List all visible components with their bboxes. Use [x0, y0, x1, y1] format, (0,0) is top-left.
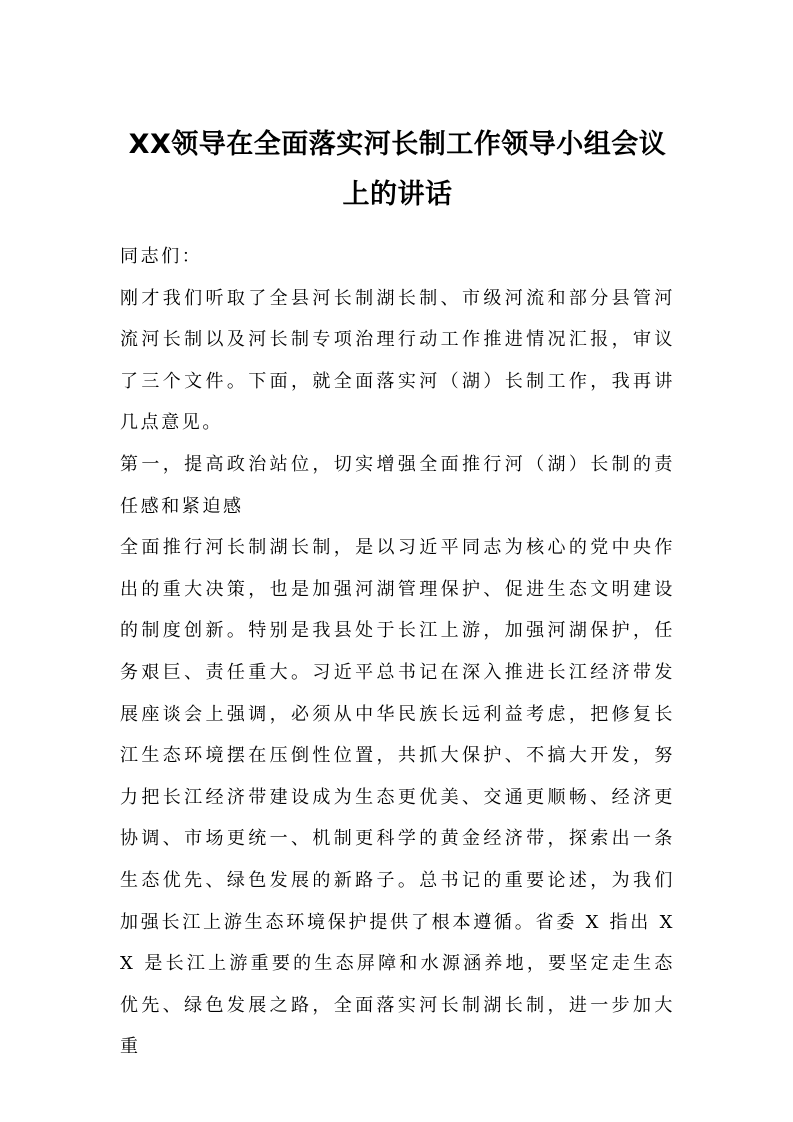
- body-paragraph: 全面推行河长制湖长制，是以习近平同志为核心的党中央作出的重大决策，也是加强河湖管理保护、促进生态文明建设的制度创新。特别是我县处于长江上游，加强河湖保护，任务艰巨、责任重大。习近平总书记在深入推进长江经济带发展座谈会上强调，必须从中华民族长远利益考虑，把修复长江生态环境摆在压倒性位置，共抓大保护、不搞大开发，努力把长江经济带建设成为生态更优美、交通更顺畅、经济更协调、市场更统一、机制更科学的黄金经济带，探索出一条生态优先、绿色发展的新路子。总书记的重要论述，为我们加强长江上游生态环境保护提供了根本遵循。省委 X 指出 XX 是长江上游重要的生态屏障和水源涵养地，要坚定走生态优先、绿色发展之路，全面落实河长制湖长制，进一步加大重: [120, 537, 675, 1058]
- intro-paragraph: 刚才我们听取了全县河长制湖长制、市级河流和部分县管河流河长制以及河长制专项治理行动工作推进情况汇报，审议了三个文件。下面，就全面落实河（湖）长制工作，我再讲几点意见。: [120, 287, 675, 434]
- document-title: XX领导在全面落实河长制工作领导小组会议上的讲话: [128, 129, 667, 210]
- section-heading-first: 第一，提高政治站位，切实增强全面推行河（湖）长制的责任感和紧迫感: [120, 453, 675, 517]
- document-body: [120, 236, 675, 1068]
- salutation: 同志们：: [120, 246, 203, 267]
